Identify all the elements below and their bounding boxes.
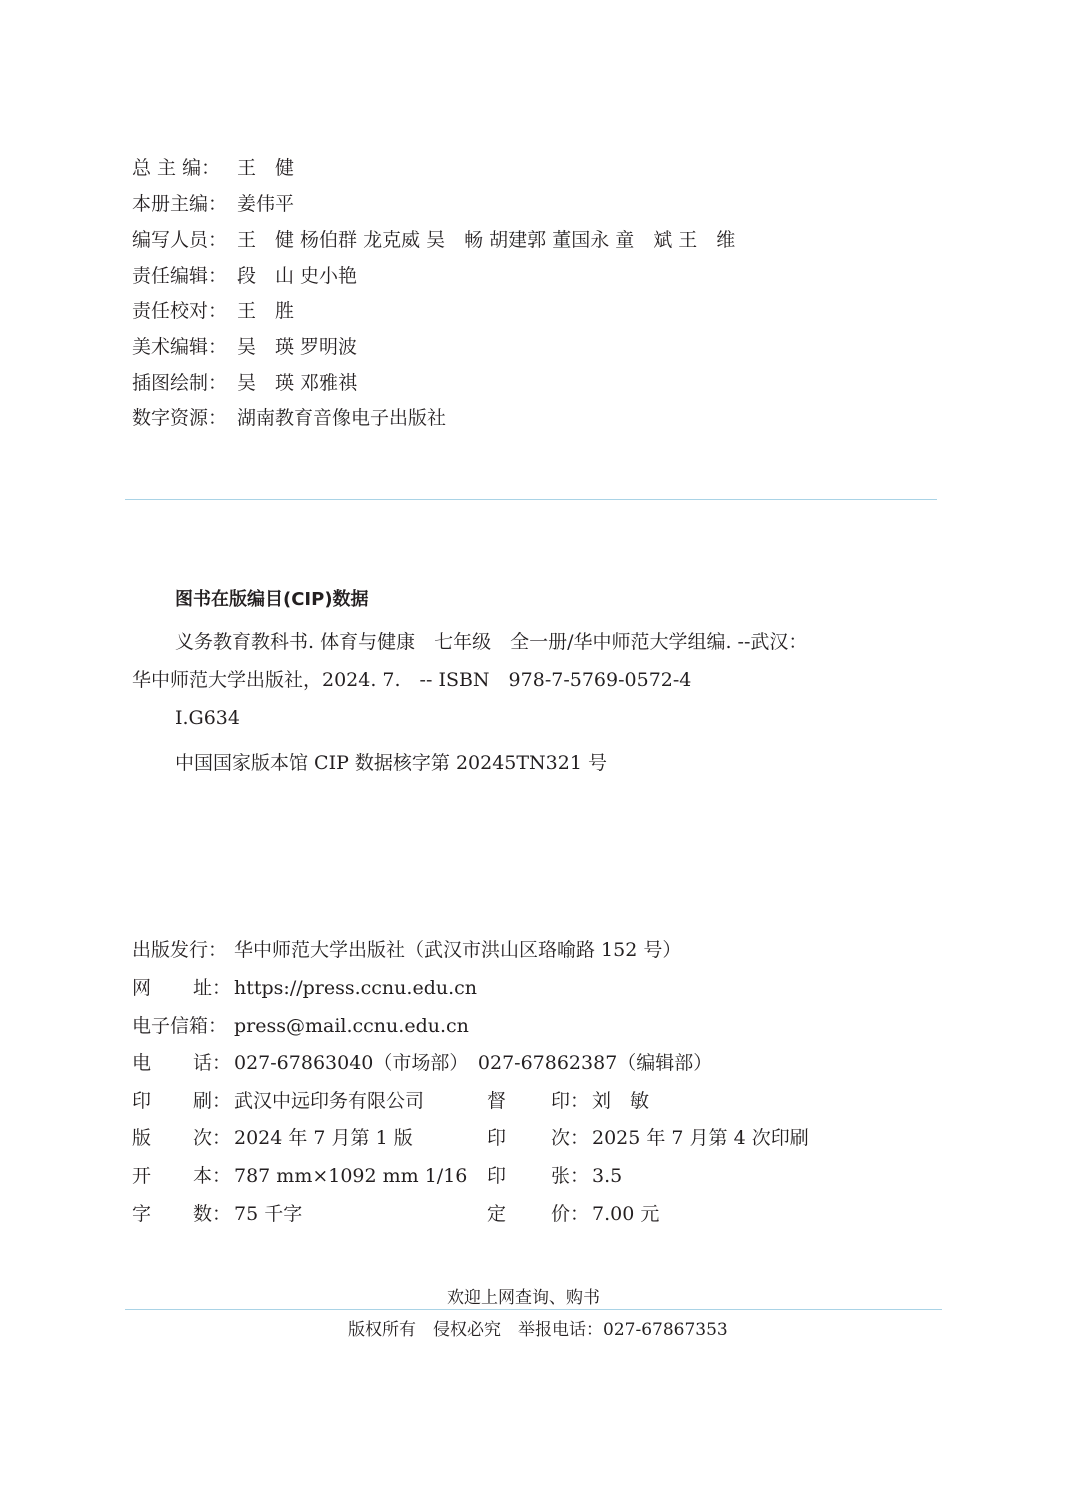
footer-copyright: 版权所有 侵权必究 举报电话：027-67867353 <box>348 1320 728 1340</box>
printing-label-char: 印 <box>487 1127 507 1149</box>
printing-label-char: 次： <box>551 1127 590 1149</box>
footer-welcome: 欢迎上网查询、购书 <box>447 1288 600 1308</box>
cip-heading: 图书在版编目(CIP)数据 <box>175 589 369 610</box>
credit-label: 插图绘制： <box>132 372 228 394</box>
edition-field <box>132 1119 413 1157</box>
credit-chief-editor <box>132 150 294 186</box>
email-label: 电子信箱： <box>132 1015 228 1037</box>
credit-illustration <box>132 365 357 401</box>
words-value: 75 千字 <box>234 1203 303 1225</box>
publisher-row <box>132 931 932 969</box>
supervisor-field <box>487 1082 649 1120</box>
price-field <box>487 1195 659 1233</box>
credit-label: 本册主编： <box>132 193 228 215</box>
edition-value: 2024 年 7 月第 1 版 <box>234 1127 413 1149</box>
footer-divider <box>125 1309 942 1310</box>
credit-value: 王 健 杨伯群 龙克威 吴 畅 胡建郭 董国永 童 斌 王 维 <box>237 229 736 251</box>
credit-label: 编写人员： <box>132 229 228 251</box>
credit-value: 姜伟平 <box>237 193 295 215</box>
edition-row <box>132 1119 932 1157</box>
words-label-char: 数： <box>193 1203 232 1225</box>
credit-value: 王 胜 <box>237 300 295 322</box>
credit-value: 吴 瑛 罗明波 <box>237 336 358 358</box>
price-label-char: 价： <box>551 1203 590 1225</box>
credit-value: 湖南教育音像电子出版社 <box>237 407 447 429</box>
format-label-char: 本： <box>193 1165 232 1187</box>
edition-label-char: 版 <box>132 1127 152 1149</box>
website-label-char: 址： <box>193 977 232 999</box>
sheets-value: 3.5 <box>592 1165 623 1187</box>
credit-label: 美术编辑： <box>132 336 228 358</box>
credit-digital-resources <box>132 400 446 436</box>
supervisor-label-char: 印： <box>551 1090 590 1112</box>
email-link[interactable]: press@mail.ccnu.edu.cn <box>234 1015 469 1037</box>
format-field <box>132 1157 467 1195</box>
supervisor-value: 刘 敏 <box>592 1090 650 1112</box>
words-label-char: 字 <box>132 1203 152 1225</box>
credit-value: 吴 瑛 邓雅祺 <box>237 372 358 394</box>
credit-label: 总 主 编： <box>132 157 221 179</box>
website-label-char: 网 <box>132 977 152 999</box>
cip-record-number: 中国国家版本馆 CIP 数据核字第 20245TN321 号 <box>175 752 607 774</box>
publisher-label: 出版发行： <box>132 939 228 961</box>
printer-label-char: 印 <box>132 1090 152 1112</box>
words-field <box>132 1195 302 1233</box>
printer-label-char: 刷： <box>193 1090 232 1112</box>
phone-value: 027-67863040（市场部） 027-67862387（编辑部） <box>234 1052 713 1074</box>
printing-value: 2025 年 7 月第 4 次印刷 <box>592 1127 809 1149</box>
format-value: 787 mm×1092 mm 1/16 <box>234 1165 468 1187</box>
website-row <box>132 969 932 1007</box>
sheets-label-char: 张： <box>551 1165 590 1187</box>
credit-art-editor <box>132 329 357 365</box>
format-label-char: 开 <box>132 1165 152 1187</box>
price-value: 7.00 元 <box>592 1203 660 1225</box>
phone-row <box>132 1044 932 1082</box>
phone-label-char: 话： <box>193 1052 232 1074</box>
sheets-field <box>487 1157 622 1195</box>
credit-label: 数字资源： <box>132 407 228 429</box>
credit-value: 段 山 史小艳 <box>237 265 358 287</box>
printer-row <box>132 1082 932 1120</box>
cip-classification: Ⅰ.G634 <box>175 707 240 729</box>
printer-value: 武汉中远印务有限公司 <box>234 1090 425 1112</box>
credit-writers <box>132 222 735 258</box>
credit-responsible-editor <box>132 258 357 294</box>
credit-value: 王 健 <box>237 157 295 179</box>
credit-proofreader <box>132 293 294 329</box>
price-label-char: 定 <box>487 1203 507 1225</box>
email-row <box>132 1007 932 1045</box>
cip-line-1: 义务教育教科书. 体育与健康 七年级 全一册/华中师范大学组编. --武汉： <box>175 631 808 653</box>
format-row <box>132 1157 932 1195</box>
edition-label-char: 次： <box>193 1127 232 1149</box>
credit-volume-editor <box>132 186 294 222</box>
credit-label: 责任编辑： <box>132 265 228 287</box>
website-link[interactable]: https://press.ccnu.edu.cn <box>234 977 478 999</box>
publisher-value: 华中师范大学出版社（武汉市洪山区珞喻路 152 号） <box>234 939 682 961</box>
section-divider <box>125 499 937 500</box>
credit-label: 责任校对： <box>132 300 228 322</box>
sheets-label-char: 印 <box>487 1165 507 1187</box>
supervisor-label-char: 督 <box>487 1090 507 1112</box>
printing-field <box>487 1119 809 1157</box>
printer-field <box>132 1082 424 1120</box>
phone-label-char: 电 <box>132 1052 152 1074</box>
cip-line-2: 华中师范大学出版社，2024. 7. -- ISBN 978-7-5769-0572-4 <box>132 669 692 691</box>
words-row <box>132 1195 932 1233</box>
